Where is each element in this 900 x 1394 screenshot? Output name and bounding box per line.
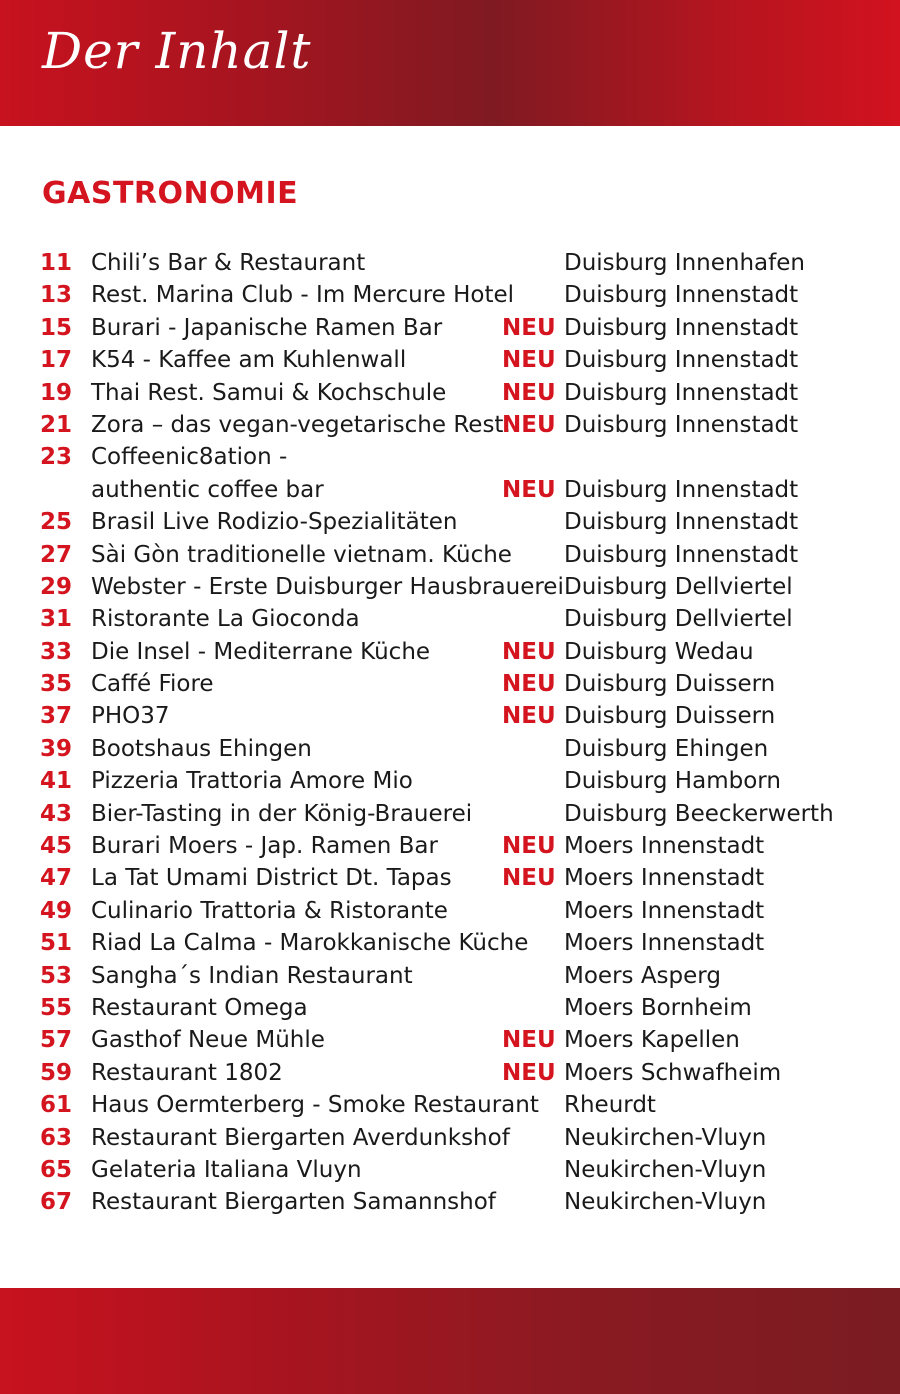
- neu-badge: NEU: [502, 671, 556, 698]
- toc-page-number: 55: [40, 994, 73, 1021]
- toc-location: Duisburg Dellviertel: [564, 573, 793, 600]
- toc-entry-name: K54 - Kaffee am Kuhlenwall: [91, 347, 407, 374]
- toc-location: Duisburg Duissern: [564, 703, 776, 730]
- toc-row: [0, 700, 900, 732]
- toc-entry-name: Chili’s Bar & Restaurant: [91, 250, 366, 276]
- toc-row: [0, 895, 900, 927]
- table-of-contents: [0, 247, 900, 1219]
- toc-row: [0, 960, 900, 992]
- toc-page-number: 49: [40, 897, 73, 924]
- toc-page-number: 25: [40, 509, 73, 536]
- toc-row: [0, 1024, 900, 1056]
- toc-row: [0, 506, 900, 538]
- toc-entry-name: Sangha´s Indian Restaurant: [91, 962, 413, 989]
- toc-location: Duisburg Innenstadt: [564, 509, 799, 536]
- toc-location: Duisburg Beeckerwerth: [564, 800, 834, 827]
- toc-row: [0, 927, 900, 959]
- toc-entry-name: Riad La Calma - Marokkanische Küche: [91, 930, 529, 957]
- toc-row: [0, 344, 900, 376]
- toc-page-number: 39: [40, 735, 73, 762]
- toc-page-number: 13: [40, 282, 73, 309]
- toc-entry-name: Gelateria Italiana Vluyn: [91, 1156, 362, 1183]
- toc-location: Moers Innenstadt: [564, 897, 765, 924]
- toc-row: [0, 992, 900, 1024]
- toc-row: [0, 539, 900, 571]
- toc-location: Duisburg Innenstadt: [564, 541, 799, 568]
- toc-entry-name: Die Insel - Mediterrane Küche: [91, 638, 431, 665]
- toc-location: Duisburg Innenstadt: [564, 282, 799, 309]
- neu-badge: NEU: [502, 1059, 556, 1086]
- toc-location: Rheurdt: [564, 1092, 656, 1119]
- neu-badge: NEU: [502, 703, 556, 730]
- toc-page-number: 65: [40, 1156, 73, 1183]
- toc-entry-name: Pizzeria Trattoria Amore Mio: [91, 768, 413, 795]
- toc-entry-name: Restaurant Omega: [91, 994, 308, 1021]
- toc-page-number: 57: [40, 1027, 73, 1054]
- toc-row: [0, 312, 900, 344]
- toc-entry-name: Restaurant Biergarten Averdunkshof: [91, 1124, 510, 1151]
- toc-entry-name: Haus Oermterberg - Smoke Restaurant: [91, 1092, 539, 1119]
- toc-page-number: 37: [40, 703, 73, 730]
- toc-page-number: 61: [40, 1092, 73, 1119]
- toc-location: Duisburg Innenstadt: [564, 314, 799, 341]
- toc-location: Duisburg Innenstadt: [564, 476, 799, 503]
- toc-entry-name: Thai Rest. Samui & Kochschule: [91, 379, 447, 406]
- toc-location: Duisburg Innenstadt: [564, 347, 799, 374]
- toc-location: Moers Kapellen: [564, 1027, 740, 1054]
- neu-badge: NEU: [502, 379, 556, 406]
- toc-page-number: 51: [40, 930, 73, 957]
- toc-row: [0, 1089, 900, 1121]
- toc-page-number: 67: [40, 1189, 73, 1216]
- toc-location: Moers Innenstadt: [564, 930, 765, 957]
- toc-entry-name: Rest. Marina Club - Im Mercure Hotel: [91, 282, 515, 309]
- toc-entry-name: Zora – das vegan-vegetarische Rest.: [91, 411, 511, 438]
- toc-entry-name: Burari Moers - Jap. Ramen Bar: [91, 833, 438, 860]
- toc-page-number: 27: [40, 541, 73, 568]
- toc-location: Duisburg Wedau: [564, 638, 754, 665]
- toc-location: Duisburg Ehingen: [564, 735, 769, 762]
- header-banner: [0, 0, 900, 126]
- neu-badge: NEU: [502, 411, 556, 438]
- toc-entry-name: Bier-Tasting in der König-Brauerei: [91, 800, 473, 827]
- toc-location: Neukirchen-Vluyn: [564, 1124, 767, 1151]
- toc-entry-name: Culinario Trattoria & Ristorante: [91, 897, 448, 924]
- toc-page-number: 29: [40, 573, 73, 600]
- neu-badge: NEU: [502, 865, 556, 892]
- toc-row: [0, 377, 900, 409]
- toc-row: [0, 441, 900, 473]
- toc-row: [0, 1122, 900, 1154]
- toc-location: Duisburg Innenstadt: [564, 379, 799, 406]
- toc-row: [0, 733, 900, 765]
- toc-page-number: 19: [40, 379, 73, 406]
- toc-row: [0, 636, 900, 668]
- neu-badge: NEU: [502, 833, 556, 860]
- toc-entry-name: Brasil Live Rodizio-Spezialitäten: [91, 509, 458, 536]
- toc-row: [0, 474, 900, 506]
- toc-entry-name: Sài Gòn traditionelle vietnam. Küche: [91, 541, 512, 568]
- toc-row: [0, 862, 900, 894]
- toc-row: [0, 571, 900, 603]
- toc-page-number: 11: [40, 250, 73, 276]
- toc-row: [0, 247, 900, 279]
- page-title: Der Inhalt: [42, 22, 312, 80]
- toc-page-number: 33: [40, 638, 73, 665]
- toc-location: Moers Innenstadt: [564, 833, 765, 860]
- neu-badge: NEU: [502, 347, 556, 374]
- neu-badge: NEU: [502, 638, 556, 665]
- toc-page-number: 23: [40, 444, 73, 471]
- toc-location: Duisburg Duissern: [564, 671, 776, 698]
- toc-location: Moers Bornheim: [564, 994, 752, 1021]
- toc-page-number: 41: [40, 768, 73, 795]
- toc-row: [0, 279, 900, 311]
- toc-row: [0, 798, 900, 830]
- neu-badge: NEU: [502, 314, 556, 341]
- toc-location: Moers Asperg: [564, 962, 721, 989]
- section-title: GASTRONOMIE: [42, 176, 299, 211]
- toc-row: [0, 409, 900, 441]
- toc-page-number: 17: [40, 347, 73, 374]
- toc-row: [0, 765, 900, 797]
- toc-page-number: 59: [40, 1059, 73, 1086]
- toc-page-number: 31: [40, 606, 73, 633]
- toc-entry-name: Gasthof Neue Mühle: [91, 1027, 325, 1054]
- toc-entry-name: Burari - Japanische Ramen Bar: [91, 314, 443, 341]
- toc-entry-name: PHO37: [91, 703, 170, 730]
- toc-page-number: 43: [40, 800, 73, 827]
- toc-row: [0, 830, 900, 862]
- toc-location: Neukirchen-Vluyn: [564, 1156, 767, 1183]
- toc-entry-name: Bootshaus Ehingen: [91, 735, 312, 762]
- toc-entry-name: Restaurant 1802: [91, 1059, 283, 1086]
- toc-location: Neukirchen-Vluyn: [564, 1189, 767, 1216]
- toc-page-number: 21: [40, 411, 73, 438]
- toc-entry-name: authentic coffee bar: [91, 476, 324, 503]
- toc-location: Duisburg Hamborn: [564, 768, 781, 795]
- toc-entry-name: La Tat Umami District Dt. Tapas: [91, 865, 452, 892]
- toc-page-number: 15: [40, 314, 73, 341]
- toc-page-number: 53: [40, 962, 73, 989]
- toc-location: Duisburg Innenhafen: [564, 250, 805, 276]
- toc-page-number: 47: [40, 865, 73, 892]
- toc-entry-name: Webster - Erste Duisburger Hausbrauerei: [91, 573, 564, 600]
- toc-entry-name: Caffé Fiore: [91, 671, 214, 698]
- toc-location: Duisburg Innenstadt: [564, 411, 799, 438]
- toc-page-number: 35: [40, 671, 73, 698]
- toc-row: [0, 1154, 900, 1186]
- toc-row: [0, 603, 900, 635]
- toc-row: [0, 1057, 900, 1089]
- toc-location: Duisburg Dellviertel: [564, 606, 793, 633]
- toc-entry-name: Ristorante La Gioconda: [91, 606, 360, 633]
- neu-badge: NEU: [502, 476, 556, 503]
- toc-entry-name: Restaurant Biergarten Samannshof: [91, 1189, 496, 1216]
- toc-location: Moers Schwafheim: [564, 1059, 782, 1086]
- toc-page-number: 63: [40, 1124, 73, 1151]
- neu-badge: NEU: [502, 1027, 556, 1054]
- toc-row: [0, 668, 900, 700]
- toc-location: Moers Innenstadt: [564, 865, 765, 892]
- toc-entry-name: Coffeenic8ation -: [91, 444, 288, 471]
- toc-row: [0, 1186, 900, 1218]
- footer-banner: [0, 1288, 900, 1394]
- toc-page-number: 45: [40, 833, 73, 860]
